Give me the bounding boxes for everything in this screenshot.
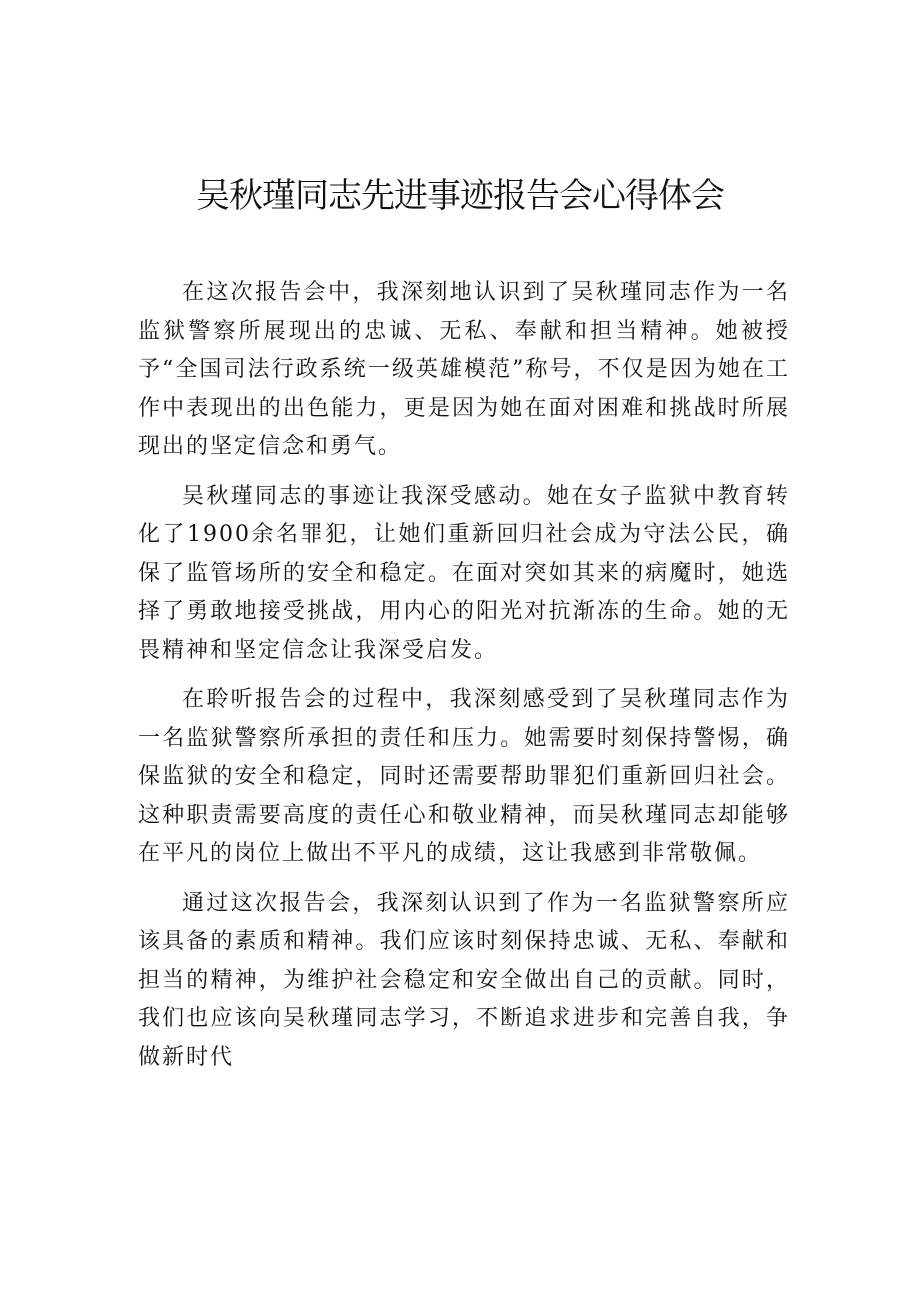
paragraph-4: 通过这次报告会，我深刻认识到了作为一名监狱警察所应该具备的素质和精神。我们应该时刻保持忠诚、无私、奉献和担当的精神，为维护社会稳定和安全做出自己的贡献。同时，我们也应该向吴秋瑾同志学习，不断追求进步和完善自我，争做新时代	[138, 890, 790, 1070]
paragraph-2: 吴秋瑾同志的事迹让我深受感动。她在女子监狱中教育转化了1900余名罪犯，让她们重新回归社会成为守法公民，确保了监管场所的安全和稳定。在面对突如其来的病魔时，她选择了勇敢地接受挑战，用内心的阳光对抗渐冻的生命。她的无畏精神和坚定信念让我深受启发。	[138, 483, 790, 663]
document-body	[138, 274, 790, 1088]
document-title: 吴秋瑾同志先进事迹报告会心得体会	[196, 176, 724, 216]
paragraph-1: 在这次报告会中，我深刻地认识到了吴秋瑾同志作为一名监狱警察所展现出的忠诚、无私、奉献和担当精神。她被授予“全国司法行政系统一级英雄模范”称号，不仅是因为她在工作中表现出的出色能力，更是因为她在面对困难和挑战时所展现出的坚定信念和勇气。	[138, 280, 790, 459]
paragraph-3: 在聆听报告会的过程中，我深刻感受到了吴秋瑾同志作为一名监狱警察所承担的责任和压力。她需要时刻保持警惕，确保监狱的安全和稳定，同时还需要帮助罪犯们重新回归社会。这种职责需要高度的责任心和敬业精神，而吴秋瑾同志却能够在平凡的岗位上做出不平凡的成绩，这让我感到非常敬佩。	[138, 687, 790, 866]
